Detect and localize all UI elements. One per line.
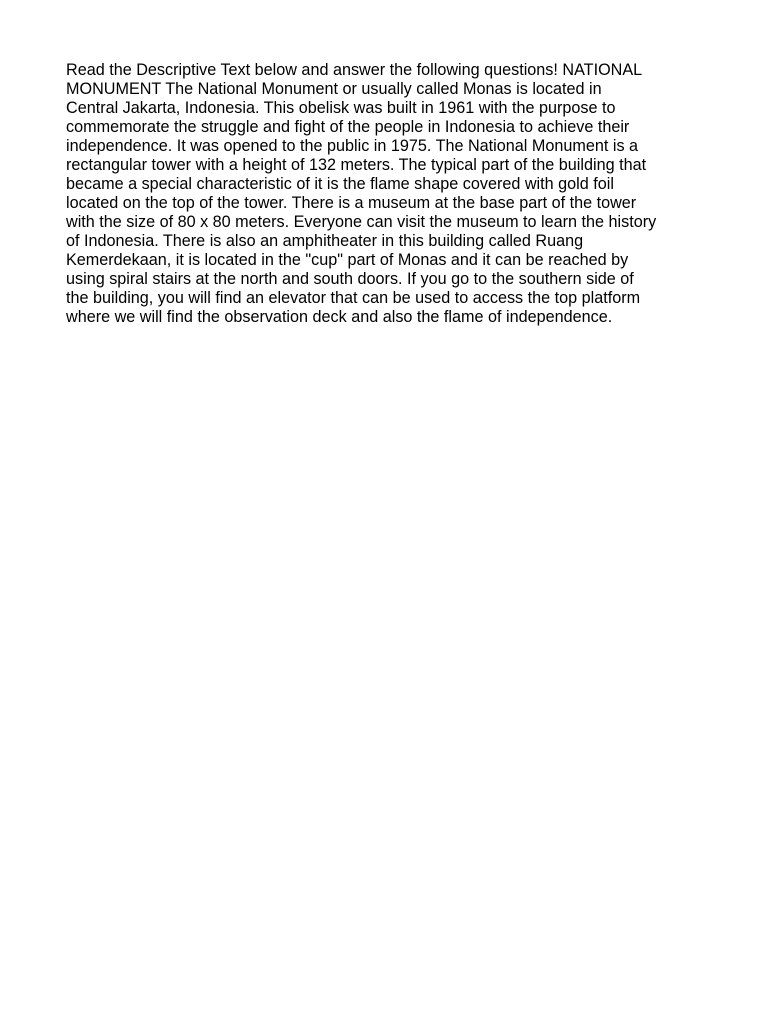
text-line: located on the top of the tower. There is a museum at the base part of the tower: [66, 194, 637, 212]
text-line: using spiral stairs at the north and south doors. If you go to the southern side of: [66, 270, 634, 288]
text-line: where we will find the observation deck and also the flame of independence.: [66, 308, 613, 326]
text-line: independence. It was opened to the public in 1975. The National Monument is a: [66, 137, 639, 155]
text-line: Kemerdekaan, it is located in the "cup" part of Monas and it can be reached by: [66, 251, 629, 269]
text-line: became a special characteristic of it is the flame shape covered with gold foil: [66, 175, 614, 193]
text-line: Read the Descriptive Text below and answer the following questions! NATIONAL: [66, 61, 643, 79]
text-line: rectangular tower with a height of 132 meters. The typical part of the building that: [66, 156, 647, 174]
text-line: of Indonesia. There is also an amphitheater in this building called Ruang: [66, 232, 584, 250]
body-paragraph: [66, 61, 706, 327]
text-line: commemorate the struggle and fight of the people in Indonesia to achieve their: [66, 118, 630, 136]
text-line: MONUMENT The National Monument or usually called Monas is located in: [66, 80, 602, 98]
text-line: Central Jakarta, Indonesia. This obelisk was built in 1961 with the purpose to: [66, 99, 616, 117]
text-line: with the size of 80 x 80 meters. Everyone can visit the museum to learn the history: [66, 213, 657, 231]
text-line: the building, you will find an elevator that can be used to access the top platform: [66, 289, 641, 307]
